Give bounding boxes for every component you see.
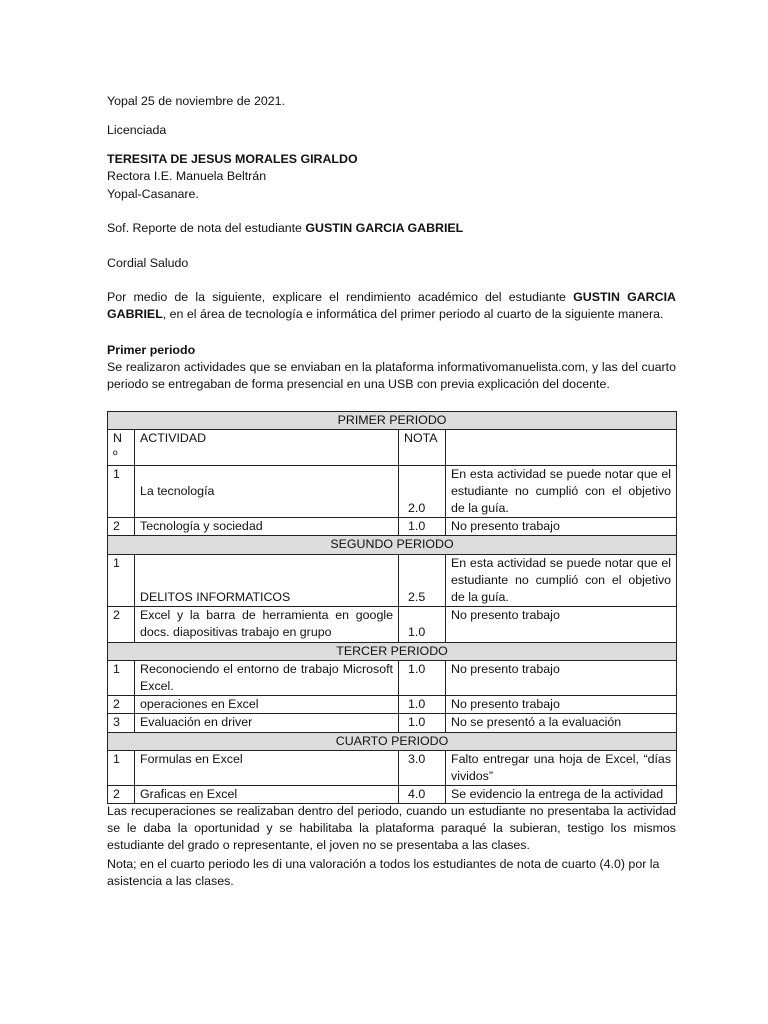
row-observation: No presento trabajo	[446, 518, 677, 536]
row-no: 1	[108, 750, 135, 785]
subject-prefix: Sof. Reporte de nota del estudiante	[107, 221, 306, 235]
row-observation: No presento trabajo	[446, 696, 677, 714]
header-observation	[446, 430, 677, 465]
row-activity: Reconociendo el entorno de trabajo Microsoft Excel.	[135, 660, 399, 695]
row-activity: operaciones en Excel	[135, 696, 399, 714]
intro-suffix: , en el área de tecnología e informática del primer periodo al cuarto de la siguiente manera.	[162, 307, 664, 322]
row-activity: La tecnología	[135, 465, 399, 518]
period-header-row	[108, 536, 677, 554]
subject-student: GUSTIN GARCIA GABRIEL	[305, 221, 464, 235]
date-line: Yopal 25 de noviembre de 2021.	[107, 94, 285, 108]
row-activity: Formulas en Excel	[135, 750, 399, 785]
row-grade: 1.0	[399, 714, 446, 732]
row-grade: 1.0	[399, 518, 446, 536]
row-grade: 1.0	[399, 660, 446, 695]
row-activity: Graficas en Excel	[135, 786, 399, 804]
period-title: TERCER PERIODO	[108, 642, 677, 660]
period-header-row	[108, 412, 677, 430]
header-grade: NOTA	[399, 430, 446, 465]
recoveries-paragraph: Las recuperaciones se realizaban dentro del periodo, cuando un estudiante no presentaba la actividad se le daba la oportunidad y se habilitaba la plataforma paraqué la subieran, testigo los mismos estudiante del grado o representante, el joven no se presentaba a las clases.	[107, 804, 676, 853]
row-grade: 1.0	[399, 607, 446, 642]
period-title: CUARTO PERIODO	[108, 732, 677, 750]
row-observation: En esta actividad se puede notar que el estudiante no cumplió con el objetivo de la guía.	[446, 465, 677, 518]
recipient-role: Rectora I.E. Manuela Beltrán	[107, 169, 267, 183]
intro-student: GUSTIN GARCIA GABRIEL	[107, 290, 676, 322]
header-activity: ACTIVIDAD	[135, 430, 399, 465]
table-row	[108, 660, 677, 695]
column-header-row	[108, 430, 677, 465]
row-observation: Se evidencio la entrega de la actividad	[446, 786, 677, 804]
row-observation: No presento trabajo	[446, 660, 677, 695]
row-observation: En esta actividad se puede notar que el estudiante no cumplió con el objetivo de la guía.	[446, 554, 677, 607]
period-header-row	[108, 732, 677, 750]
intro-paragraph	[107, 289, 676, 323]
period-title: PRIMER PERIODO	[108, 412, 677, 430]
row-no: 3	[108, 714, 135, 732]
table-row	[108, 750, 677, 785]
first-period-heading: Primer periodo	[107, 343, 196, 357]
row-activity: Excel y la barra de herramienta en google docs. diapositivas trabajo en grupo	[135, 607, 399, 642]
header-no: N º	[108, 430, 135, 465]
recipient-name: TERESITA DE JESUS MORALES GIRALDO	[107, 152, 358, 166]
table-row	[108, 518, 677, 536]
row-grade: 4.0	[399, 786, 446, 804]
grades-table	[107, 411, 677, 804]
table-row	[108, 786, 677, 804]
row-observation: Falto entregar una hoja de Excel, “días vividos”	[446, 750, 677, 785]
table-row	[108, 465, 677, 518]
table-row	[108, 554, 677, 607]
greeting: Cordial Saludo	[107, 256, 189, 270]
row-activity: DELITOS INFORMATICOS	[135, 554, 399, 607]
salutation-title: Licenciada	[107, 123, 167, 137]
table-row	[108, 696, 677, 714]
subject-line	[107, 220, 463, 237]
row-no: 2	[108, 696, 135, 714]
period-title: SEGUNDO PERIODO	[108, 536, 677, 554]
row-no: 2	[108, 786, 135, 804]
row-no: 1	[108, 554, 135, 607]
table-row	[108, 714, 677, 732]
activities-paragraph: Se realizaron actividades que se enviaban en la plataforma informativomanuelista.com, y las del cuarto periodo se entregaban de forma presencial en una USB con previa explicación del docente.	[107, 360, 676, 392]
recipient-city: Yopal-Casanare.	[107, 187, 199, 201]
row-no: 1	[108, 660, 135, 695]
row-activity: Evaluación en driver	[135, 714, 399, 732]
row-grade: 1.0	[399, 696, 446, 714]
row-activity: Tecnología y sociedad	[135, 518, 399, 536]
table-row	[108, 607, 677, 642]
period-header-row	[108, 642, 677, 660]
row-observation: No se presentó a la evaluación	[446, 714, 677, 732]
row-grade: 2.5	[399, 554, 446, 607]
row-grade: 2.0	[399, 465, 446, 518]
row-observation: No presento trabajo	[446, 607, 677, 642]
row-no: 2	[108, 607, 135, 642]
row-no: 2	[108, 518, 135, 536]
note-paragraph: Nota; en el cuarto periodo les di una valoración a todos los estudiantes de nota de cuarto (4.0) por la asistencia a las clases.	[107, 857, 660, 889]
row-no: 1	[108, 465, 135, 518]
row-grade: 3.0	[399, 750, 446, 785]
intro-prefix: Por medio de la siguiente, explicare el rendimiento académico del estudiante	[107, 290, 574, 304]
